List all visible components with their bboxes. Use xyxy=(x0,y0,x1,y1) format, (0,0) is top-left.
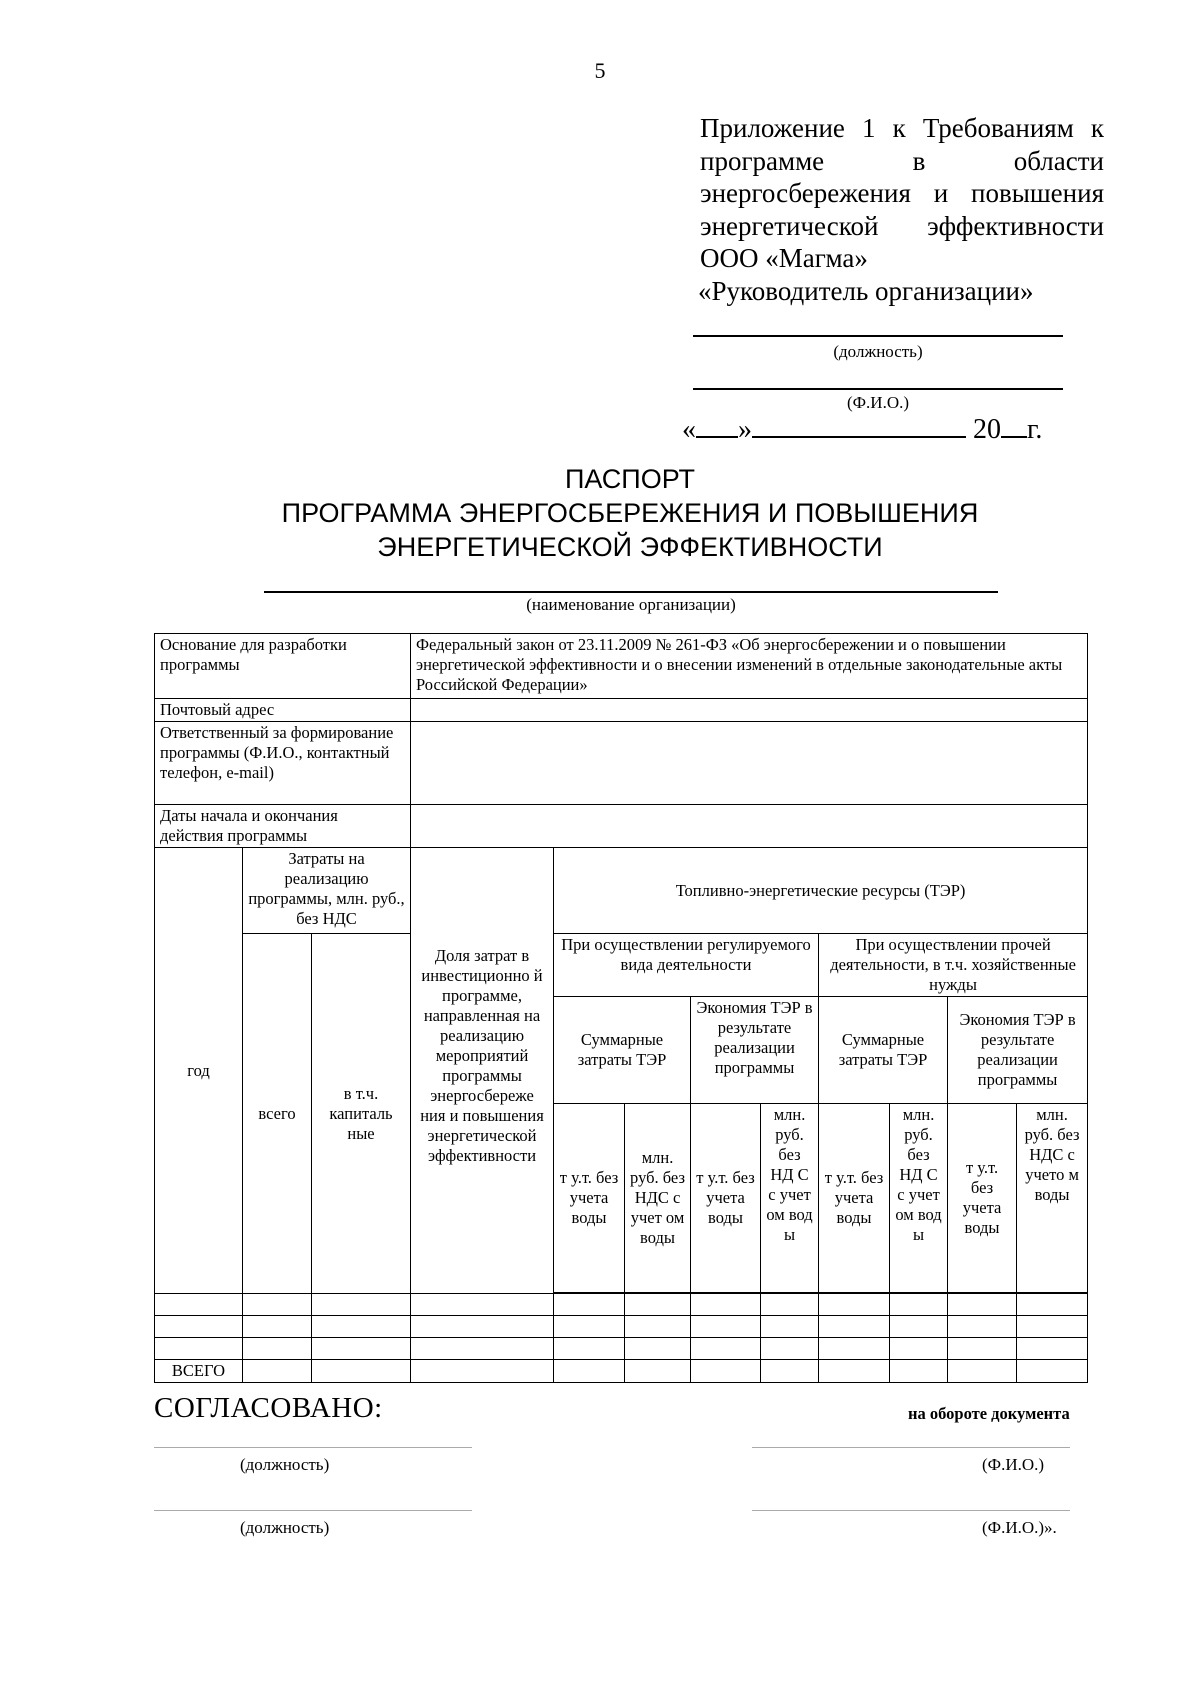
approval-fio-line-2 xyxy=(752,1510,1070,1511)
info-row-dates xyxy=(155,805,1088,848)
date-close-quote: » xyxy=(738,414,752,445)
info-value[interactable] xyxy=(411,722,1088,805)
position-caption: (должность) xyxy=(833,342,923,361)
approval-position-line-2 xyxy=(154,1510,472,1511)
total-label: ВСЕГО xyxy=(155,1360,243,1383)
passport-table xyxy=(154,633,1088,1383)
info-row-basis xyxy=(155,634,1088,699)
passport-title: ПАСПОРТ xyxy=(564,464,696,494)
approval-position-line-1 xyxy=(154,1447,472,1448)
unit-header: млн. руб. без НД С с учет ом вод ы xyxy=(761,1104,819,1293)
table-row xyxy=(155,1294,1088,1316)
approved-heading: СОГЛАСОВАНО: xyxy=(154,1392,383,1424)
approval-position-caption-2: (должность) xyxy=(240,1518,330,1537)
info-label: Основание для разработки программы xyxy=(155,634,411,699)
approval-date-line xyxy=(682,412,1042,446)
unit-header: т у.т. без учета воды xyxy=(819,1104,890,1293)
sum-ter-other-header: Суммарные затраты ТЭР xyxy=(819,997,948,1104)
info-label: Даты начала и окончания действия программы xyxy=(155,805,411,848)
unit-header: т у.т. без учета воды xyxy=(948,1104,1017,1293)
header-row-1 xyxy=(155,848,1088,934)
date-open-quote: « xyxy=(682,414,696,445)
unit-header: т у.т. без учета воды xyxy=(691,1104,761,1293)
total-row xyxy=(155,1360,1088,1383)
fio-caption: (Ф.И.О.) xyxy=(846,393,910,412)
head-role: «Руководитель организации» xyxy=(698,276,1034,306)
other-activity-header: При осуществлении прочей деятельности, в т.ч. хозяйственные нужды xyxy=(819,934,1088,997)
costs-header: Затраты на реализацию программы, млн. руб., без НДС xyxy=(243,848,411,934)
economy-other-header: Экономия ТЭР в результате реализации программы xyxy=(948,997,1088,1104)
approval-fio-caption-2: (Ф.И.О.)». xyxy=(982,1518,1057,1537)
year-header: год xyxy=(155,848,243,1294)
program-title-line2: ЭНЕРГЕТИЧЕСКОЙ ЭФФЕКТИВНОСТИ xyxy=(377,532,883,562)
unit-header: млн. руб. без НД С с учет ом вод ы xyxy=(890,1104,948,1293)
unit-header: млн. руб. без НДС с учет ом воды xyxy=(625,1104,691,1293)
date-suffix: г. xyxy=(1027,414,1043,445)
organization-name-caption: (наименование организации) xyxy=(526,595,736,614)
capital-header: в т.ч. капиталь ные xyxy=(312,934,411,1294)
economy-regulated-header: Экономия ТЭР в результате реализации программы xyxy=(691,997,819,1104)
table-row xyxy=(155,1316,1088,1338)
organization-name-line xyxy=(264,591,998,593)
total-header: всего xyxy=(243,934,312,1294)
info-row-address xyxy=(155,699,1088,722)
share-header: Доля затрат в инвестиционно й программе, направленная на реализацию мероприятий программы энергосбереже ния и повышения энергетической эффективности xyxy=(411,848,554,1294)
approval-fio-caption-1: (Ф.И.О.) xyxy=(982,1455,1045,1474)
approval-fio-line-1 xyxy=(752,1447,1070,1448)
page-number: 5 xyxy=(594,58,606,83)
program-title-line1: ПРОГРАММА ЭНЕРГОСБЕРЕЖЕНИЯ И ПОВЫШЕНИЯ xyxy=(281,498,979,528)
info-value[interactable] xyxy=(411,699,1088,722)
info-row-responsible xyxy=(155,722,1088,805)
position-signature-line xyxy=(693,335,1063,337)
info-label: Почтовый адрес xyxy=(155,699,411,722)
unit-header: т у.т. без учета воды xyxy=(554,1104,625,1293)
info-value: Федеральный закон от 23.11.2009 № 261-ФЗ «Об энергосбережении и о повышении энергетической эффективности и о внесении изменений в отдельные законодательные акты Российской Федерации» xyxy=(411,634,1088,699)
reverse-side-note: на обороте документа xyxy=(908,1404,1070,1423)
table-row xyxy=(155,1338,1088,1360)
ter-header: Топливно-энергетические ресурсы (ТЭР) xyxy=(554,848,1088,934)
approval-position-caption-1: (должность) xyxy=(240,1455,330,1474)
info-label: Ответственный за формирование программы (Ф.И.О., контактный телефон, e-mail) xyxy=(155,722,411,805)
date-year: 20 xyxy=(973,414,1001,445)
info-value[interactable] xyxy=(411,805,1088,848)
appendix-heading: Приложение 1 к Требованиям к программе в области энергосбережения и повышения энергетической эффективности ООО «Магма» xyxy=(700,113,1104,273)
fio-signature-line xyxy=(693,388,1063,390)
regulated-activity-header: При осуществлении регулируемого вида деятельности xyxy=(554,934,819,997)
unit-header: млн. руб. без НДС с учето м воды xyxy=(1017,1104,1088,1293)
month-blank xyxy=(752,412,966,438)
day-blank xyxy=(696,412,738,438)
sum-ter-regulated-header: Суммарные затраты ТЭР xyxy=(554,997,691,1104)
year-blank xyxy=(1001,412,1027,438)
header-row-2 xyxy=(155,934,1088,997)
